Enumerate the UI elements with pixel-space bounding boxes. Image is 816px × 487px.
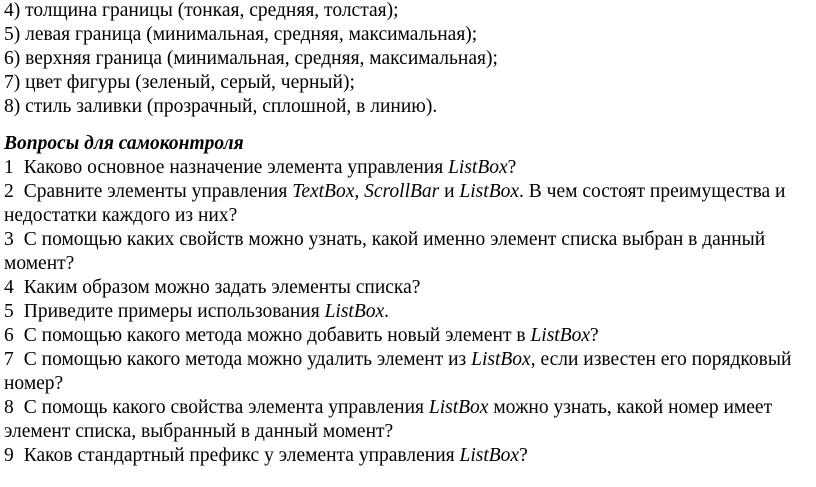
question-number: 2	[4, 181, 14, 202]
question-text: ,	[354, 181, 365, 202]
question-4	[4, 277, 812, 299]
question-number: 9	[4, 445, 14, 466]
question-text: , если известен его порядковый	[530, 349, 792, 370]
question-text: Сравните элементы управления	[23, 181, 293, 202]
question-text: . В чем состоят преимущества и	[519, 181, 786, 202]
question-5	[4, 301, 812, 323]
list-item-8: 8) стиль заливки (прозрачный, сплошной, в линию).	[4, 96, 438, 117]
question-text: ?	[519, 445, 528, 466]
question-9	[4, 445, 812, 467]
question-1	[4, 157, 812, 179]
term: ListBox	[448, 157, 508, 178]
term: ListBox	[459, 181, 520, 202]
question-number: 3	[4, 229, 14, 250]
question-text: .	[384, 301, 390, 322]
question-text: Приведите примеры использования	[23, 301, 325, 322]
question-3-cont: момент?	[4, 253, 75, 274]
term: ListBox	[324, 301, 385, 322]
question-number: 1	[4, 157, 14, 178]
section-heading: Вопросы для самоконтроля	[4, 133, 244, 154]
question-7	[4, 349, 812, 371]
question-number: 5	[4, 301, 14, 322]
term: ListBox	[428, 397, 489, 418]
question-text: Каким образом можно задать элементы списка?	[23, 277, 421, 298]
question-number: 7	[4, 349, 14, 370]
question-text: С помощь какого свойства элемента управления	[23, 397, 429, 418]
term: TextBox	[292, 181, 355, 202]
question-text: С помощью какого метода можно добавить новый элемент в	[23, 325, 531, 346]
question-text: ?	[507, 157, 517, 178]
question-7-cont: номер?	[4, 373, 64, 394]
list-item-5: 5) левая граница (минимальная, средняя, максимальная);	[4, 24, 478, 45]
question-text: можно узнать, какой номер имеет	[488, 397, 773, 418]
question-text: Каково основное назначение элемента управления	[23, 157, 449, 178]
question-text: Каков стандартный префикс у элемента управления	[23, 445, 460, 466]
question-number: 8	[4, 397, 14, 418]
question-number: 4	[4, 277, 14, 298]
term: ScrollBar	[364, 181, 440, 202]
question-8-cont: элемент списка, выбранный в данный момент?	[4, 421, 394, 442]
list-item-4: 4) толщина границы (тонкая, средняя, толстая);	[4, 0, 399, 21]
question-text: и	[439, 181, 460, 202]
list-item-6: 6) верхняя граница (минимальная, средняя, максимальная);	[4, 48, 498, 69]
question-text: С помощью каких свойств можно узнать, какой именно элемент списка выбран в данный	[23, 229, 766, 250]
question-3	[4, 229, 812, 251]
term: ListBox	[459, 445, 520, 466]
question-2-cont: недостатки каждого из них?	[4, 205, 238, 226]
term: ListBox	[471, 349, 531, 370]
question-6	[4, 325, 812, 347]
question-number: 6	[4, 325, 14, 346]
list-item-7: 7) цвет фигуры (зеленый, серый, черный);	[4, 72, 355, 93]
term: ListBox	[530, 325, 591, 346]
question-8	[4, 397, 812, 419]
question-2	[4, 181, 812, 203]
question-text: С помощью какого метода можно удалить элемент из	[23, 349, 472, 370]
question-text: ?	[590, 325, 599, 346]
